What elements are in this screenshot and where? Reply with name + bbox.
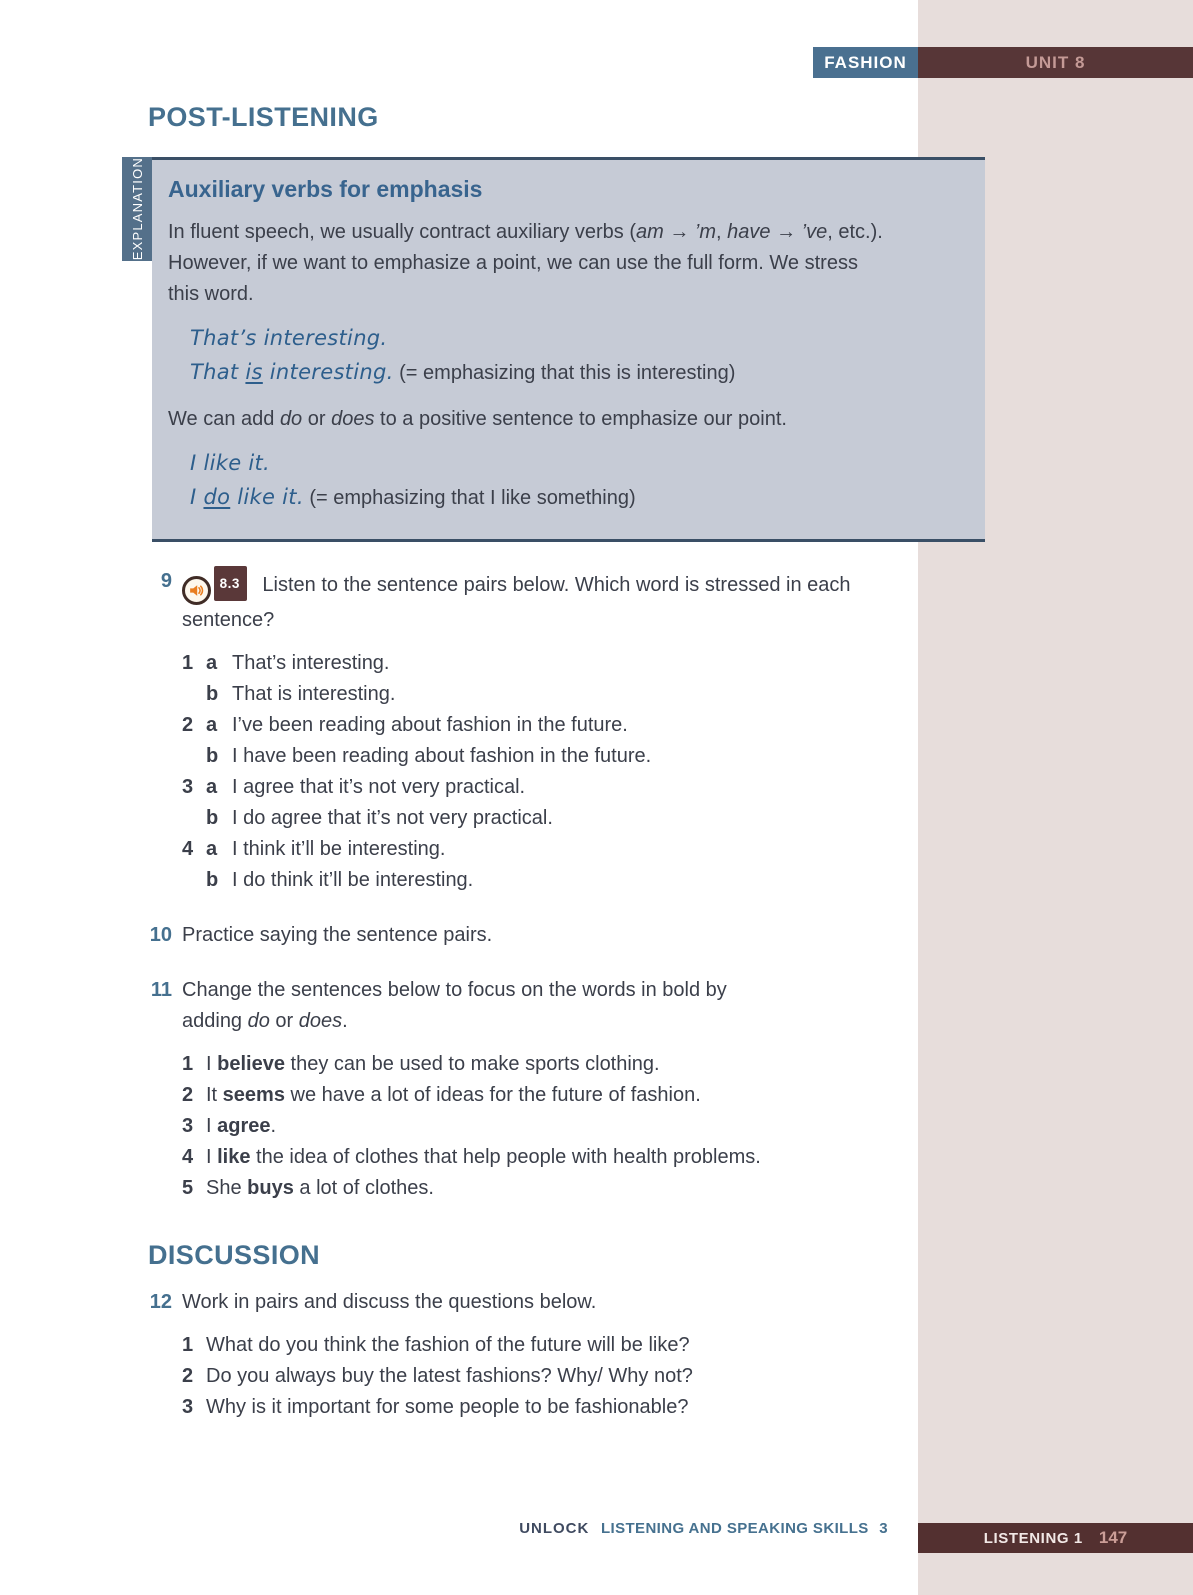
unit-badge [918, 47, 1193, 78]
list-item [182, 1173, 932, 1204]
item-number: 1 [182, 652, 194, 674]
exercise-11 [148, 975, 958, 1204]
exercise-10 [148, 920, 958, 951]
item-letter: b [206, 807, 219, 829]
example-line: That’s interesting. [190, 326, 388, 350]
list-item [182, 1080, 932, 1111]
unlock-logo: UNLOCK [519, 1520, 590, 1537]
list-item [182, 1330, 932, 1361]
list-item [182, 1392, 932, 1423]
list-item [182, 741, 932, 772]
list-item [182, 710, 932, 741]
item-number: 4 [182, 1146, 194, 1168]
discussion-question-list [182, 1330, 932, 1423]
item-number: 1 [182, 1053, 194, 1075]
item-number [182, 679, 206, 710]
audio-track-badge: 8.3 [214, 566, 247, 601]
explanation-intro-line: In fluent speech, we usually contract auxiliary verbs (am → ’m, have → ’ve, etc.). [168, 221, 883, 243]
footer-series-level: 3 [879, 1520, 888, 1537]
item-text: I have been reading about fashion in the future. [232, 745, 652, 767]
item-text: I do agree that it’s not very practical. [232, 807, 553, 829]
list-item [182, 648, 932, 679]
exercise-number: 12 [149, 1291, 172, 1313]
item-letter: b [206, 683, 219, 705]
page-content [129, 102, 958, 1423]
discussion-title: DISCUSSION [148, 1240, 321, 1270]
item-text: I agree that it’s not very practical. [232, 776, 526, 798]
example-block-1 [190, 322, 955, 390]
explanation-tab-label: EXPLANATION [129, 157, 145, 261]
item-text: I do think it’ll be interesting. [232, 869, 474, 891]
item-text: What do you think the fashion of the future will be like? [206, 1334, 690, 1356]
exercise-11-body [182, 975, 932, 1204]
footer-brand [519, 1520, 888, 1537]
item-text: I think it’ll be interesting. [232, 838, 446, 860]
item-number: 2 [182, 714, 194, 736]
list-item [182, 834, 932, 865]
exercise-9 [148, 566, 958, 896]
item-number: 3 [182, 1396, 194, 1418]
item-number: 1 [182, 1334, 194, 1356]
footer-section-bar [918, 1523, 1193, 1553]
item-text: Why is it important for some people to be fashionable? [206, 1396, 689, 1418]
exercise-number: 9 [160, 570, 172, 592]
item-letter: a [206, 838, 218, 860]
item-text: I’ve been reading about fashion in the future. [232, 714, 628, 736]
exercise-10-prompt: Practice saying the sentence pairs. [182, 924, 493, 946]
item-letter: a [206, 652, 218, 674]
footer-section-label: LISTENING 1 [983, 1529, 1083, 1547]
post-listening-title: POST-LISTENING [148, 102, 379, 132]
exercise-number: 10 [149, 924, 172, 946]
footer-series-title: LISTENING AND SPEAKING SKILLS [600, 1520, 869, 1537]
item-number: 3 [182, 1115, 194, 1137]
item-text: I believe they can be used to make sports clothing. [206, 1053, 660, 1075]
explanation-title: Auxiliary verbs for emphasis [168, 176, 483, 202]
item-number [182, 741, 206, 772]
exercise-12 [148, 1287, 958, 1423]
list-item [182, 865, 932, 896]
explanation-tab [122, 157, 152, 261]
item-letter: a [206, 714, 218, 736]
list-item [182, 1361, 932, 1392]
list-item [182, 679, 932, 710]
item-number: 3 [182, 776, 194, 798]
bold-word-list [182, 1049, 932, 1204]
example-line: That is interesting. (= emphasizing that this is interesting) [190, 360, 736, 384]
exercise-number: 11 [150, 979, 172, 1001]
item-number [182, 803, 206, 834]
item-number: 5 [182, 1177, 194, 1199]
exercise-9-prompt-line2: sentence? [182, 609, 275, 631]
fashion-theme-label: FASHION [824, 52, 907, 72]
exercise-12-prompt: Work in pairs and discuss the questions below. [182, 1291, 597, 1313]
example-block-2 [190, 447, 955, 515]
item-text: I agree. [206, 1115, 277, 1137]
explanation-intro-line: However, if we want to emphasize a point, we can use the full form. We stress [168, 252, 858, 274]
exercise-11-prompt-line2: adding do or does. [182, 1010, 348, 1032]
list-item [182, 1111, 932, 1142]
exercise-9-body [182, 566, 932, 896]
example-line: I like it. [190, 451, 271, 475]
example-line: I do like it. (= emphasizing that I like something) [190, 485, 636, 509]
item-letter: b [206, 745, 219, 767]
explanation-box [152, 157, 985, 542]
list-item [182, 772, 932, 803]
exercise-9-prompt-line1: Listen to the sentence pairs below. Which word is stressed in each [262, 574, 851, 596]
item-text: I like the idea of clothes that help people with health problems. [206, 1146, 761, 1168]
item-number: 2 [182, 1365, 194, 1387]
item-text: Do you always buy the latest fashions? Why/ Why not? [206, 1365, 693, 1387]
page-number: 147 [1098, 1528, 1128, 1547]
explanation-intro-line: this word. [168, 283, 254, 305]
fashion-theme-tab [813, 47, 918, 78]
item-text: That is interesting. [232, 683, 396, 705]
list-item [182, 1142, 932, 1173]
item-letter: a [206, 776, 218, 798]
sentence-pair-list [182, 648, 932, 896]
item-letter: b [206, 869, 219, 891]
item-number [182, 865, 206, 896]
exercise-12-body [182, 1287, 932, 1423]
explanation-panel [122, 157, 985, 542]
audio-speaker-icon [182, 576, 211, 605]
item-number: 2 [182, 1084, 194, 1106]
item-number: 4 [182, 838, 194, 860]
item-text: It seems we have a lot of ideas for the future of fashion. [206, 1084, 701, 1106]
explanation-middle-line: We can add do or does to a positive sentence to emphasize our point. [168, 408, 787, 430]
unit-label: UNIT 8 [1025, 52, 1086, 72]
list-item [182, 803, 932, 834]
exercise-11-prompt-line1: Change the sentences below to focus on the words in bold by [182, 979, 727, 1001]
item-text: She buys a lot of clothes. [206, 1177, 434, 1199]
list-item [182, 1049, 932, 1080]
item-text: That’s interesting. [232, 652, 390, 674]
